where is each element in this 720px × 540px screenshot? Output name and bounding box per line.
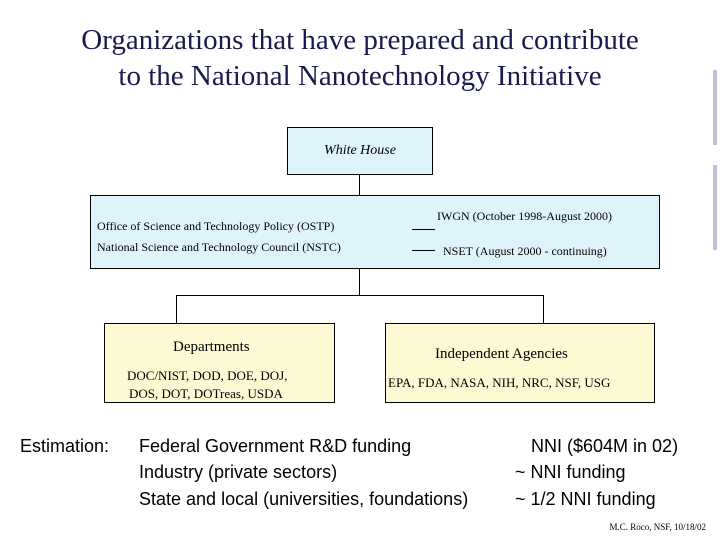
departments-line-2: DOS, DOT, DOTreas, USDA <box>129 386 283 401</box>
white-house-box <box>287 127 433 175</box>
departments-line-1: DOC/NIST, DOD, DOE, DOJ, <box>127 368 288 383</box>
title-line-2: to the National Nanotechnology Initiative <box>118 60 602 92</box>
page-title <box>0 22 720 94</box>
departments-box <box>104 323 335 403</box>
agencies-list: EPA, FDA, NASA, NIH, NRC, NSF, USG <box>388 375 611 390</box>
nstc-nset-link <box>412 250 435 251</box>
estimation-value: ~ NNI funding <box>515 462 626 482</box>
estimation-source: Federal Government R&D funding <box>139 436 412 456</box>
independent-agencies-box <box>385 323 655 403</box>
title-line-1: Organizations that have prepared and contribute <box>81 24 639 56</box>
nstc-label: National Science and Technology Council (NSTC) <box>97 240 341 254</box>
connector-line <box>176 295 177 323</box>
estimation-source: Industry (private sectors) <box>139 462 338 482</box>
connector-line <box>543 295 544 323</box>
author-credit: M.C. Roco, NSF, 10/18/02 <box>609 522 706 532</box>
ostp-iwgn-link <box>412 229 435 230</box>
departments-heading: Departments <box>173 339 250 355</box>
estimation-source: State and local (universities, foundations) <box>139 489 469 509</box>
right-edge-bar <box>713 165 717 250</box>
white-house-label: White House <box>324 143 396 158</box>
ostp-label: Office of Science and Technology Policy (OSTP) <box>97 219 335 233</box>
iwgn-label: IWGN (October 1998-August 2000) <box>437 209 612 223</box>
connector-line <box>359 175 360 195</box>
estimation-label: Estimation: <box>20 436 110 456</box>
agencies-heading: Independent Agencies <box>435 346 568 362</box>
connector-line <box>359 269 360 295</box>
nset-label: NSET (August 2000 - continuing) <box>443 244 607 258</box>
executive-office-box <box>90 195 660 269</box>
branch-line <box>176 295 544 296</box>
estimation-value: NNI ($604M in 02) <box>531 436 679 456</box>
estimation-value: ~ 1/2 NNI funding <box>515 489 656 509</box>
